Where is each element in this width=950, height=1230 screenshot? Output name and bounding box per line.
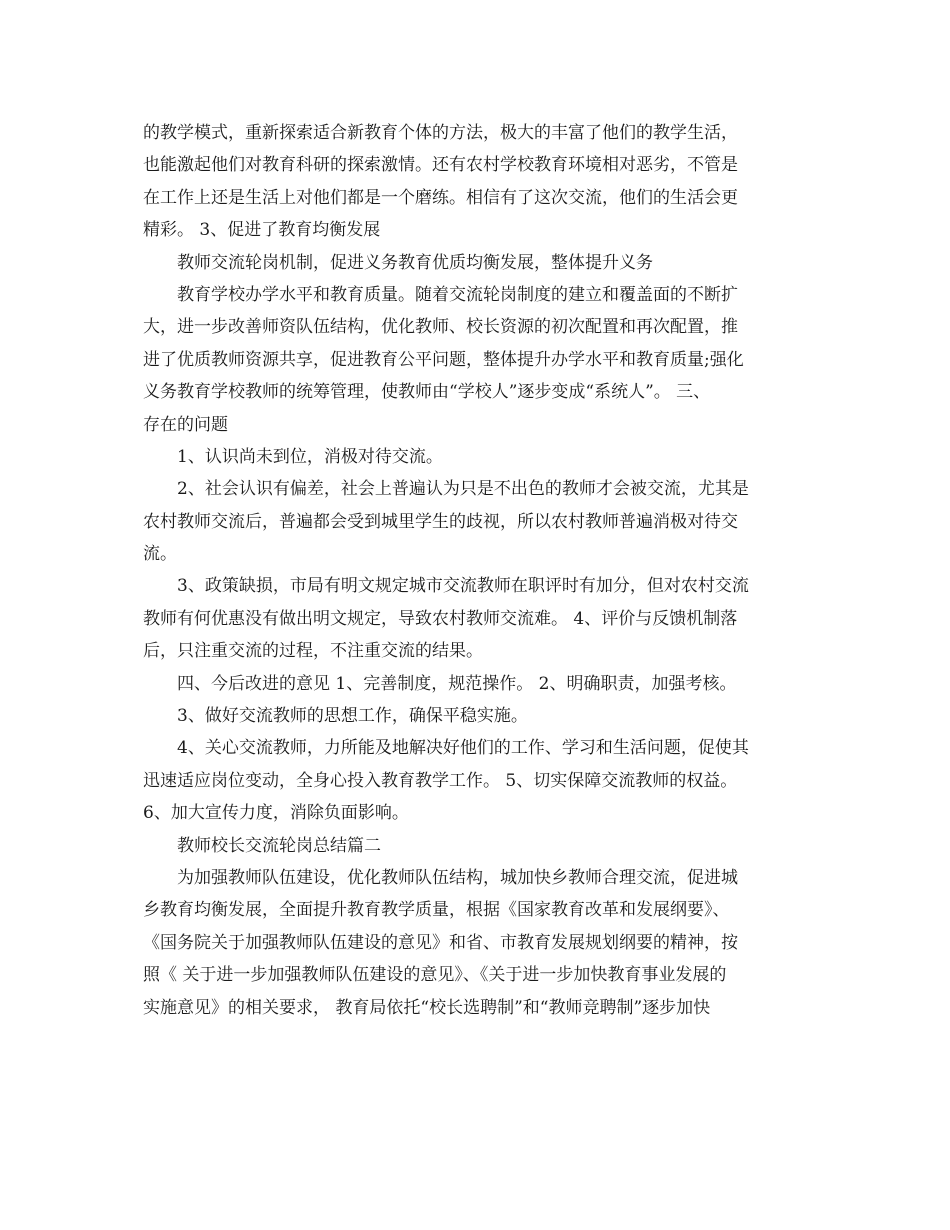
document-body (143, 117, 803, 1024)
text-line: 义务教育学校教师的统筹管理，使教师由“学校人”逐步变成“系统人”。 三、 (143, 382, 711, 403)
text-line: 教师交流轮岗机制，促进义务教育优质均衡发展，整体提升义务 (177, 252, 653, 273)
text-line: 乡教育均衡发展，全面提升教育教学质量，根据《国家教育改革和发展纲要》、 (143, 900, 730, 921)
text-line: 照《 关于进一步加强教师队伍建设的意见》、《关于进一步加快教育事业发展的 (143, 965, 727, 986)
text-line: 进了优质教师资源共享，促进教育公平问题，整体提升办学水平和教育质量;强化 (143, 349, 744, 370)
text-line: 四、今后改进的意见 1、完善制度，规范操作。 2、明确职责，加强考核。 (177, 673, 737, 694)
text-line: 3、政策缺损，市局有明文规定城市交流教师在职评时有加分，但对农村交流 (177, 576, 749, 597)
text-line: 6、加大宣传力度，消除负面影响。 (143, 803, 409, 824)
text-line: 的教学模式，重新探索适合新教育个体的方法，极大的丰富了他们的教学生活， (143, 123, 738, 143)
text-line: 精彩。 3、促进了教育均衡发展 (143, 220, 381, 241)
text-line: 4、关心交流教师，力所能及地解决好他们的工作、学习和生活问题，促使其 (177, 738, 749, 759)
text-line: 大，进一步改善师资队伍结构，优化教师、校长资源的初次配置和再次配置，推 (143, 317, 738, 338)
text-line: 流。 (143, 544, 177, 565)
text-line: 为加强教师队伍建设，优化教师队伍结构，城加快乡教师合理交流，促进城 (177, 867, 738, 888)
text-line: 3、做好交流教师的思想工作，确保平稳实施。 (177, 706, 528, 727)
text-line: 《国务院关于加强教师队伍建设的意见》和省、市教育发展规划纲要的精神，按 (143, 932, 738, 953)
text-line: 存在的问题 (143, 414, 228, 435)
text-line: 2、社会认识有偏差，社会上普遍认为只是不出色的教师才会被交流，尤其是 (177, 479, 749, 500)
text-line: 1、认识尚未到位，消极对待交流。 (177, 446, 443, 467)
text-line: 教育学校办学水平和教育质量。随着交流轮岗制度的建立和覆盖面的不断扩 (177, 284, 738, 305)
text-line: 后，只注重交流的过程，不注重交流的结果。 (143, 641, 483, 662)
text-line: 农村教师交流后，普遍都会受到城里学生的歧视，所以农村教师普遍消极对待交 (143, 511, 738, 532)
text-line: 教师有何优惠没有做出明文规定，导致农村教师交流难。 4、评价与反馈机制落 (143, 608, 738, 629)
text-line: 也能激起他们对教育科研的探索激情。还有农村学校教育环境相对恶劣，不管是 (143, 155, 738, 176)
text-line: 在工作上还是生活上对他们都是一个磨练。相信有了这次交流，他们的生活会更 (143, 187, 738, 208)
text-line: 教师校长交流轮岗总结篇二 (177, 835, 381, 856)
text-line: 实施意见》的相关要求， 教育局依托“校长选聘制”和“教师竞聘制”逐步加快 (143, 997, 711, 1018)
text-line: 迅速适应岗位变动，全身心投入教育教学工作。 5、切实保障交流教师的权益。 (143, 770, 738, 791)
